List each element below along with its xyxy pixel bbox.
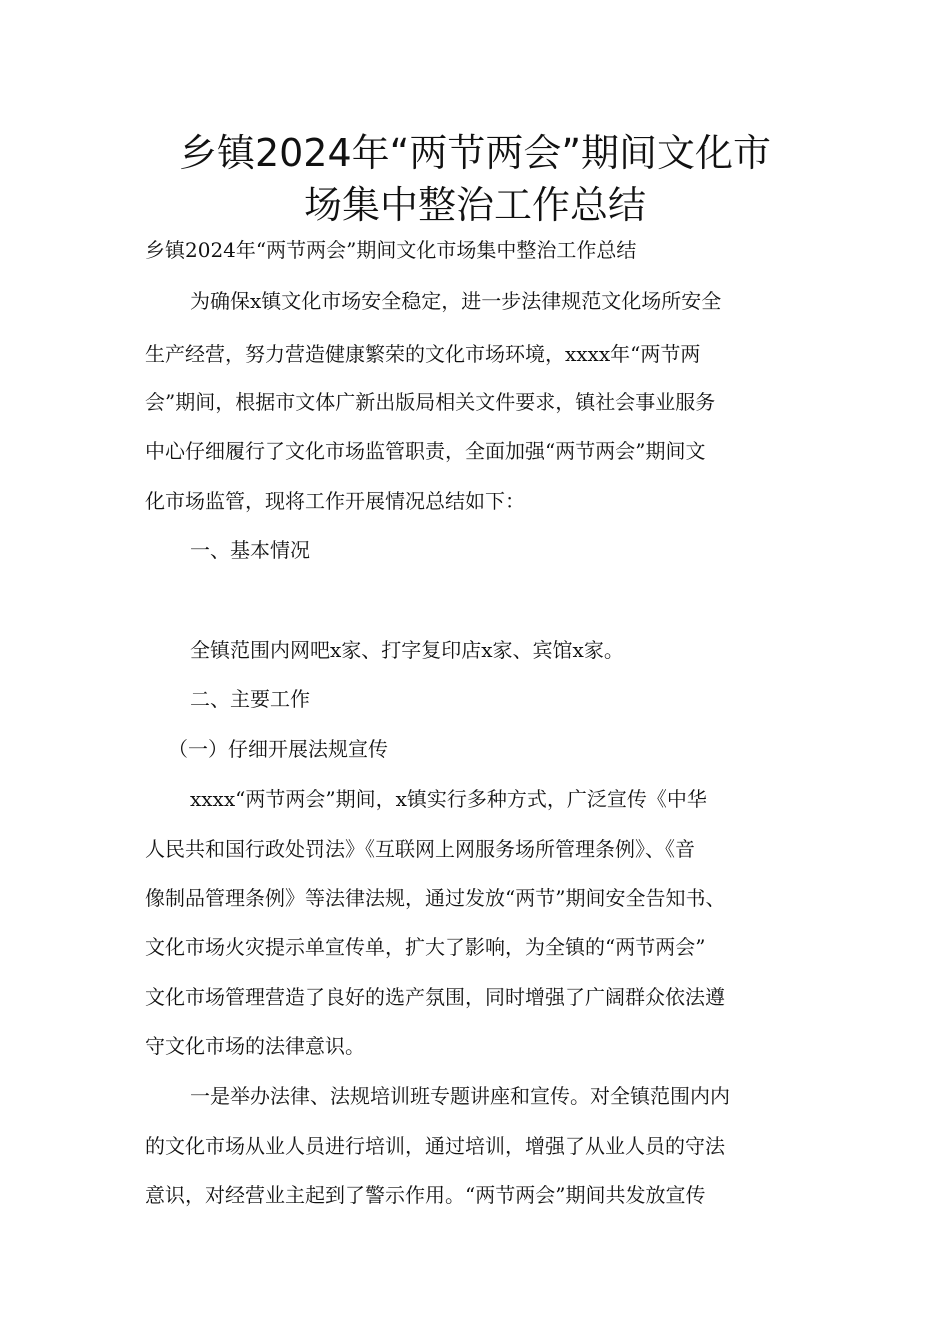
- paragraph-line: 文化市场火灾提示单宣传单，扩大了影响，为全镇的“两节两会”: [145, 935, 706, 959]
- section-heading: 一、基本情况: [190, 538, 310, 562]
- section-heading: 二、主要工作: [190, 687, 310, 711]
- paragraph-line: 中心仔细履行了文化市场监管职责，全面加强“两节两会”期间文: [145, 439, 706, 463]
- paragraph-line: xxxx“两节两会”期间，x镇实行多种方式，广泛宣传《中华: [190, 787, 707, 811]
- paragraph-line: 会”期间，根据市文体广新出版局相关文件要求，镇社会事业服务: [145, 390, 716, 414]
- paragraph-line: 为确保x镇文化市场安全稳定，进一步法律规范文化场所安全: [190, 289, 722, 313]
- document-subtitle: 乡镇2024年“两节两会”期间文化市场集中整治工作总结: [145, 238, 637, 262]
- subsection-heading: （一）仔细开展法规宣传: [168, 737, 388, 761]
- paragraph-line: 的文化市场从业人员进行培训，通过培训，增强了从业人员的守法: [145, 1134, 725, 1158]
- paragraph-line: 全镇范围内网吧x家、打字复印店x家、宾馆x家。: [190, 638, 624, 662]
- paragraph-line: 生产经营，努力营造健康繁荣的文化市场环境，xxxx年“两节两: [145, 342, 701, 366]
- paragraph-line: 意识，对经营业主起到了警示作用。“两节两会”期间共发放宣传: [145, 1183, 706, 1207]
- paragraph-line: 一是举办法律、法规培训班专题讲座和宣传。对全镇范围内内: [190, 1084, 730, 1108]
- paragraph-line: 守文化市场的法律意识。: [145, 1034, 365, 1058]
- paragraph-line: 人民共和国行政处罚法》《互联网上网服务场所管理条例》、《音: [145, 837, 695, 861]
- paragraph-line: 像制品管理条例》等法律法规，通过发放“两节”期间安全告知书、: [145, 886, 726, 910]
- paragraph-line: 文化市场管理营造了良好的选产氛围，同时增强了广阔群众依法遵: [145, 985, 725, 1009]
- paragraph-line: 化市场监管，现将工作开展情况总结如下：: [145, 489, 525, 513]
- document-title-line-1: 乡镇2024年“两节两会”期间文化市: [178, 131, 772, 175]
- document-title-line-2: 场集中整治工作总结: [303, 183, 646, 227]
